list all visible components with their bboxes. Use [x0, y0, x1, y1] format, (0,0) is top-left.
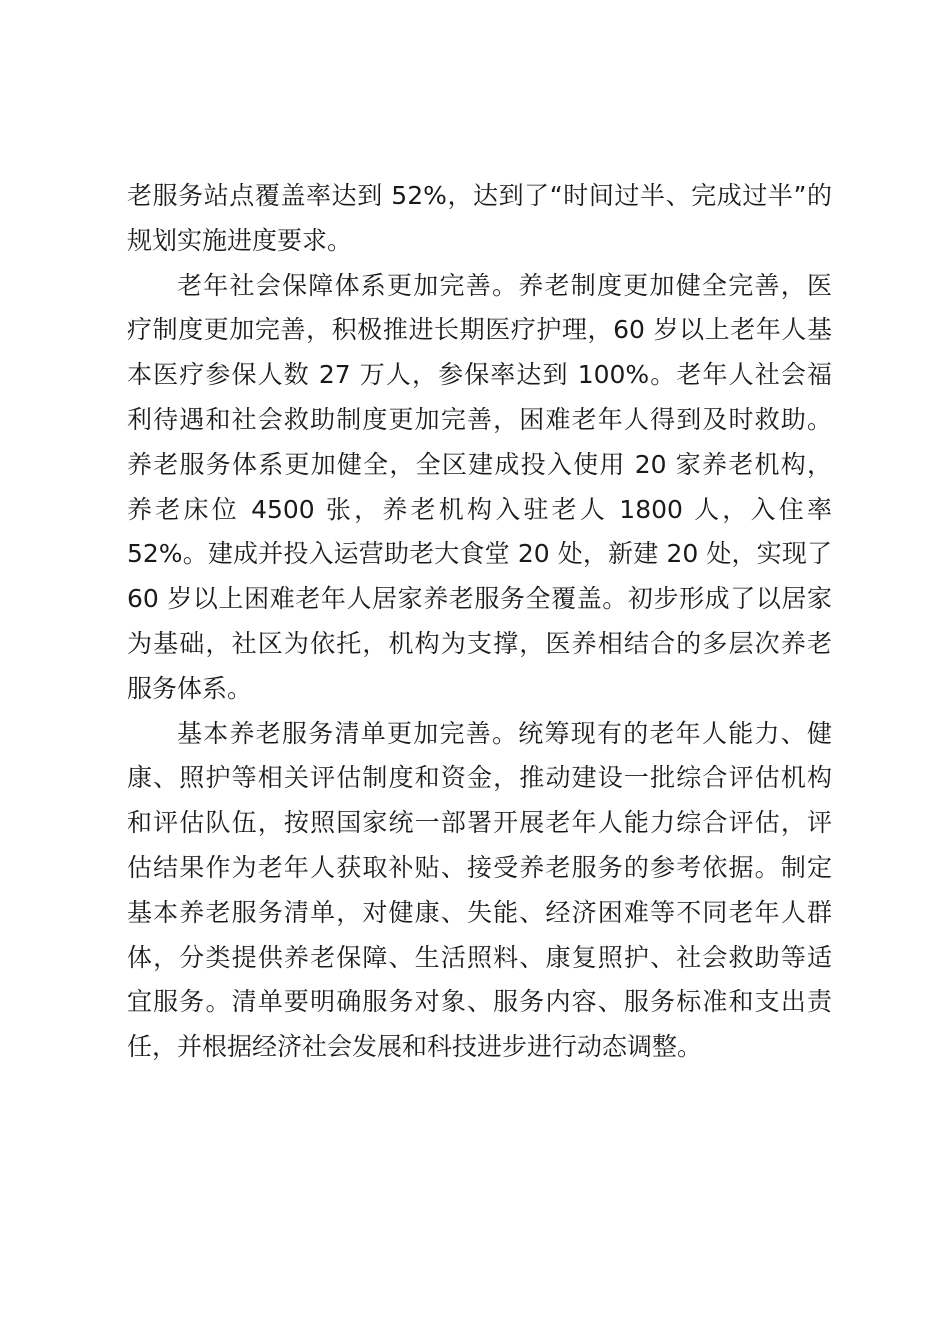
paragraph-line: 本医疗参保人数 27 万人，参保率达到 100%。老年人社会福	[127, 360, 832, 390]
paragraph-line: 养老服务体系更加健全，全区建成投入使用 20 家养老机构，	[127, 449, 832, 479]
paragraph-3	[127, 712, 832, 1070]
paragraph-line: 利待遇和社会救助制度更加完善，困难老年人得到及时救助。	[127, 404, 832, 434]
paragraph-line: 基本养老服务清单更加完善。统筹现有的老年人能力、健	[177, 718, 832, 748]
paragraph-line: 疗制度更加完善，积极推进长期医疗护理，60 岁以上老年人基	[127, 315, 832, 345]
document-body	[127, 174, 832, 1070]
paragraph-line: 老年社会保障体系更加完善。养老制度更加健全完善，医	[177, 270, 832, 300]
paragraph-1	[127, 174, 832, 264]
paragraph-line: 体，分类提供养老保障、生活照料、康复照护、社会救助等适	[127, 942, 832, 972]
paragraph-line: 任，并根据经济社会发展和科技进步进行动态调整。	[127, 1032, 703, 1062]
paragraph-2	[127, 264, 832, 712]
paragraph-line: 估结果作为老年人获取补贴、接受养老服务的参考依据。制定	[127, 852, 832, 882]
paragraph-line: 服务体系。	[127, 673, 253, 703]
paragraph-line: 养老床位 4500 张，养老机构入驻老人 1800 人，入住率	[127, 494, 832, 524]
paragraph-line: 宜服务。清单要明确服务对象、服务内容、服务标准和支出责	[127, 987, 832, 1017]
paragraph-line: 和评估队伍，按照国家统一部署开展老年人能力综合评估，评	[127, 808, 832, 838]
paragraph-line: 为基础，社区为依托，机构为支撑，医养相结合的多层次养老	[127, 628, 832, 658]
paragraph-line: 规划实施进度要求。	[127, 225, 353, 255]
paragraph-line: 52%。建成并投入运营助老大食堂 20 处，新建 20 处，实现了	[127, 539, 832, 569]
paragraph-line: 60 岁以上困难老年人居家养老服务全覆盖。初步形成了以居家	[127, 584, 832, 614]
paragraph-line: 基本养老服务清单，对健康、失能、经济困难等不同老年人群	[127, 897, 832, 927]
paragraph-line: 老服务站点覆盖率达到 52%，达到了“时间过半、完成过半”的	[127, 181, 832, 210]
paragraph-line: 康、照护等相关评估制度和资金，推动建设一批综合评估机构	[127, 763, 832, 793]
